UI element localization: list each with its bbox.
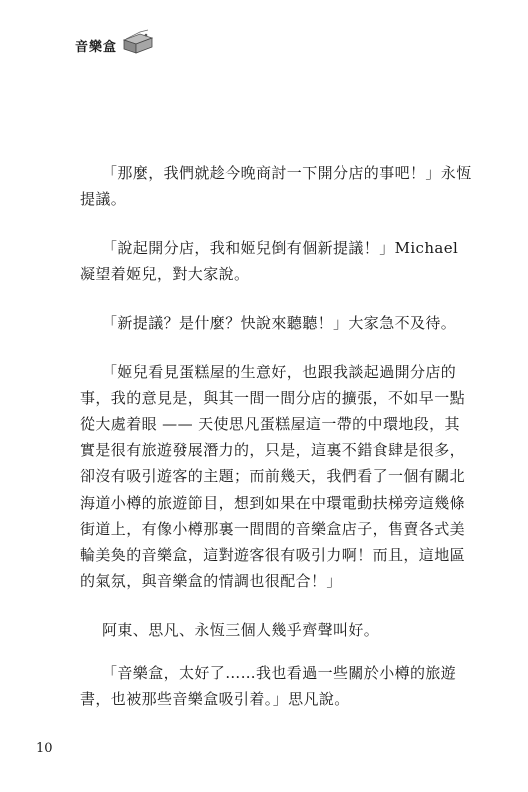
paragraph: 「說起開分店，我和姬兒倒有個新提議！」Michael 凝望着姬兒，對大家說。 — [80, 238, 459, 284]
paragraph: 「音樂盒，太好了……我也看過一些關於小樽的旅遊書，也被那些音樂盒吸引着。」思凡說。 — [80, 664, 457, 709]
paragraph: 阿東、思凡、永恆三個人幾乎齊聲叫好。 — [102, 620, 380, 639]
body-text — [80, 160, 475, 735]
running-header-title: 音樂盒 — [75, 40, 118, 55]
paragraph: 「新提議？是什麼？快說來聽聽！」大家急不及待。 — [102, 313, 457, 332]
page-number: 10 — [36, 741, 53, 756]
music-box-icon — [118, 26, 158, 56]
paragraph: 「那麼，我們就趁今晚商討一下開分店的事吧！」永恆提議。 — [80, 164, 472, 209]
paragraph: 「姬兒看見蛋糕屋的生意好，也跟我談起過開分店的事，我的意見是，與其一間一間分店的擴張，不如早一點從大處着眼 —— 天使思凡蛋糕屋這一帶的中環地段，其實是很有旅遊發展潛力的，只是，這裏不錯食肆是很多，卻沒有吸引遊客的主題；而前幾天，我們看了一個有關北海道小樽的旅遊節目，想到如果在中環電動扶梯旁這幾條街道上，有像小樽那裏一間間的音樂盒店子，售賣各式美輪美奐的音樂盒，這對遊客很有吸引力啊！而且，這地區的氣氛，與音樂盒的情調也很配合！」 — [80, 362, 466, 591]
